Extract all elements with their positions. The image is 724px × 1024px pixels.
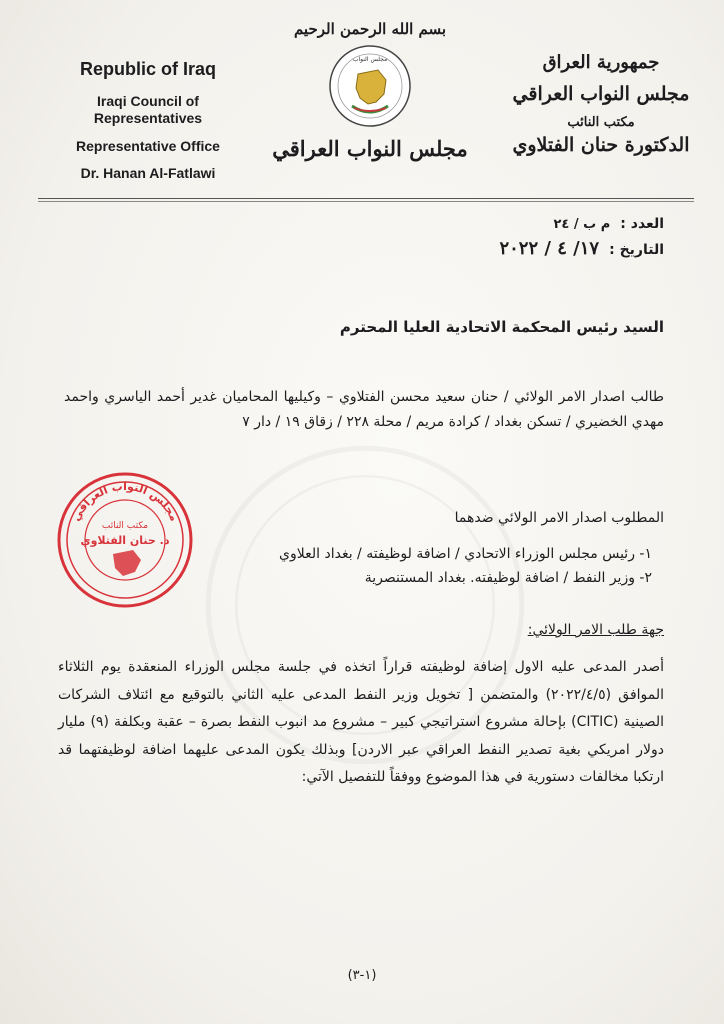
svg-text:مجلس النواب العراقي: مجلس النواب العراقي	[69, 479, 181, 524]
list-item: ١- رئيس مجلس الوزراء الاتحادي / اضافة لوظيفته / بغداد العلاوي	[279, 546, 652, 562]
official-stamp	[55, 470, 195, 610]
page-number: (١-٣)	[347, 968, 377, 983]
country-name-ar: جمهورية العراق	[542, 52, 660, 73]
representative-name-ar: الدكتورة حنان الفتلاوي	[512, 134, 690, 156]
svg-text:مكتب النائب: مكتب النائب	[101, 521, 149, 531]
addressee: السيد رئيس المحكمة الاتحادية العليا المحترم	[339, 318, 664, 336]
list-item: ٢- وزير النفط / اضافة لوظيفته. بغداد المستنصرية	[364, 570, 652, 586]
reference-number-label: العدد :	[620, 216, 664, 232]
requested-against-list	[279, 542, 652, 590]
reference-number-row	[499, 216, 664, 232]
grounds-title: جهة طلب الامر الولائي:	[527, 622, 664, 638]
grounds-body: أصدر المدعى عليه الاول إضافة لوظيفته قراراً اتخذه في جلسة مجلس الوزراء المنعقدة يوم الثلاثاء الموافق (٢٠٢٢/٤/٥) والمتضمن [ تخويل وزير النفط المدعى عليه الثاني بالتوقيع مع ائتلاف الشركات الصينية (CITIC) بإحالة مشروع استراتيجي كبير – مشروع مد انبوب النفط بصرة – عقبة وبكلفة (٩) مليار دولار امريكي بغية تصدير النفط العراقي عبر الاردن] وبذلك يكون المدعى عليهما اضافة لوظيفتهما قد ارتكبا مخالفات دستورية في هذا الموضوع ووفقاً للتفصيل الآتي:	[58, 659, 665, 785]
arabic-letterhead	[496, 52, 706, 156]
date-label: التاريخ :	[609, 242, 664, 258]
basmala: بسم الله الرحمن الرحيم	[293, 20, 447, 38]
svg-text:د. حنان الفتلاوي: د. حنان الفتلاوي	[80, 534, 170, 547]
representative-name-en: Dr. Hanan Al-Fatlawi	[80, 165, 216, 181]
council-name-en: Iraqi Council of Representatives	[93, 92, 203, 126]
reference-number-value: م ب / ٢٤	[553, 217, 611, 232]
council-logo-icon	[328, 44, 412, 128]
center-emblem	[270, 20, 470, 161]
english-letterhead	[48, 58, 248, 183]
reference-block	[499, 216, 664, 265]
svg-text:مجلس النواب: مجلس النواب	[352, 56, 388, 63]
header-divider	[38, 198, 694, 202]
office-name-ar: مكتب النائب	[567, 115, 635, 130]
date-row	[499, 238, 664, 259]
applicant-paragraph: طالب اصدار الامر الولائي / حنان سعيد محسن الفتلاوي – وكيليها المحاميان غدير أحمد الياسري واحمد مهدي الخضيري / تسكن بغداد / كرادة مريم / محلة ٢٢٨ / زقاق ١٩ / دار ٧	[64, 389, 664, 430]
council-logo	[328, 44, 412, 128]
council-name-calligraphy: مجلس النواب العراقي	[272, 136, 468, 161]
date-value: ١٧/ ٤ / ٢٠٢٢	[499, 238, 600, 259]
office-name-en: Representative Office	[76, 137, 220, 154]
country-name-en: Republic of Iraq	[79, 59, 216, 79]
requested-against-title: المطلوب اصدار الامر الولائي ضدهما	[454, 510, 664, 526]
council-name-ar: مجلس النواب العراقي	[512, 83, 690, 105]
